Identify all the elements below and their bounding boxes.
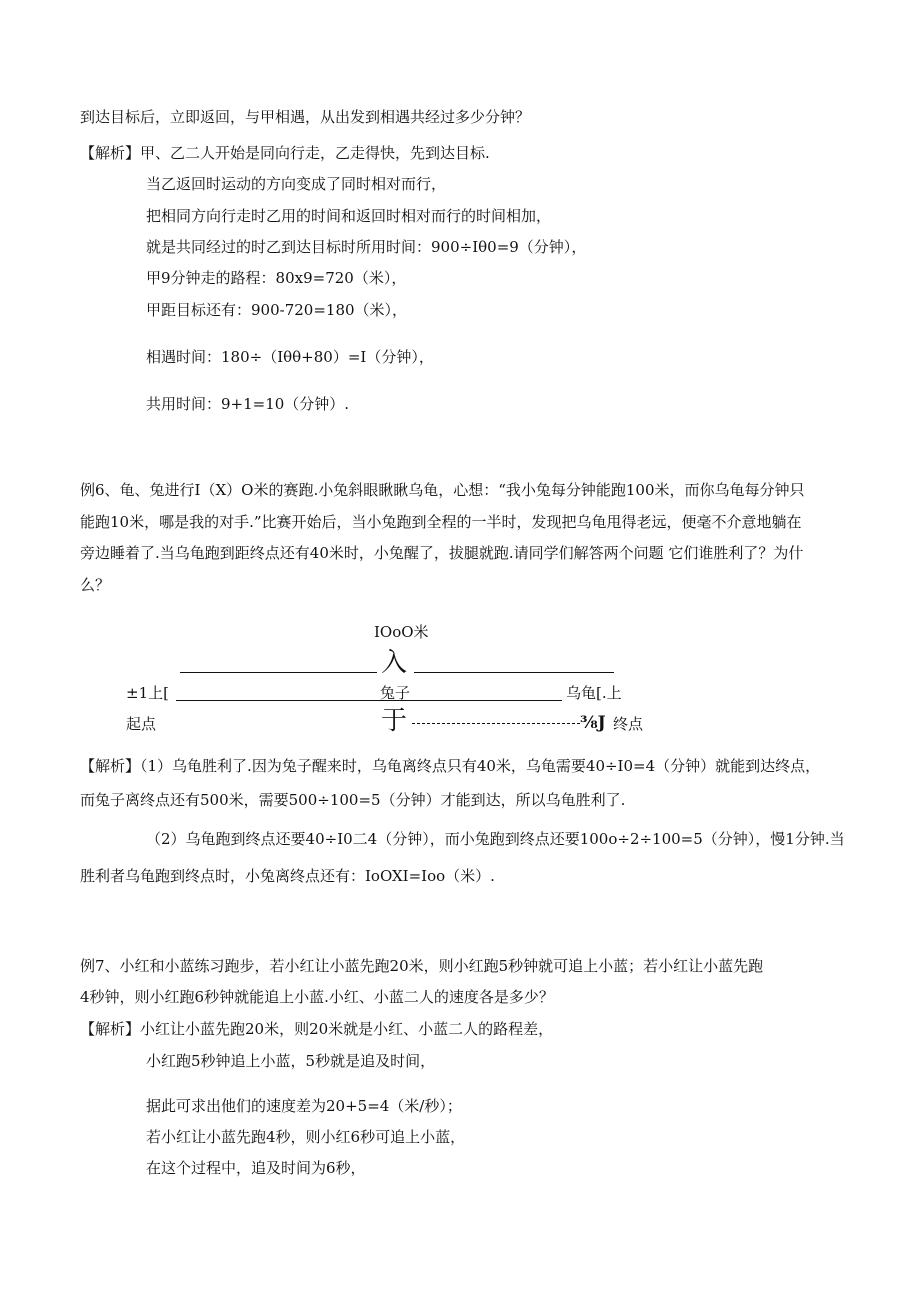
bottom-midpoint-mark: 于	[381, 706, 408, 736]
dashed-track-line	[412, 723, 580, 724]
solution-line: 把相同方向行走时乙用的时间和返回时相对而行的时间相加，	[146, 207, 552, 225]
solution-line: 就是共同经过的时乙到达目标时所用时间：900÷Iθ0=9（分钟），	[146, 238, 587, 256]
example-text-line: 4秒钟，则小红跑6秒钟就能追上小蓝.小红、小蓝二人的速度各是多少？	[80, 988, 554, 1006]
solution-line: 而兔子离终点还有500米，需要500÷100=5（分钟）才能到达，所以乌龟胜利了.	[80, 791, 626, 809]
solution-line: 若小红让小蓝先跑4秒，则小红6秒可追上小蓝，	[146, 1128, 466, 1146]
solution-line: 当乙返回时运动的方向变成了同时相对而行，	[146, 175, 447, 193]
example-text-line: 能跑10米，哪是我的对手.”比赛开始后，当小兔跑到全程的一半时，发现把乌龟甩得老远，便毫不介意地躺在	[80, 513, 802, 531]
solution-line: 共用时间：9+1=10（分钟）.	[146, 395, 350, 413]
solution-line: （2）乌龟跑到终点还要40÷I0二4（分钟），而小兔跑到终点还要100o÷2÷100=5（分钟），慢1分钟.当	[146, 830, 845, 848]
example-text-line: 例6、龟、兔进行I（X）O米的赛跑.小兔斜眼瞅瞅乌龟，心想：“我小兔每分钟能跑100米，而你乌龟每分钟只	[80, 481, 805, 499]
solution-heading: 【解析】小红让小蓝先跑20米，则20米就是小红、小蓝二人的路程差，	[80, 1020, 554, 1038]
solution-line: 据此可求出他们的速度差为20+5=4（米/秒）；	[146, 1097, 462, 1115]
start-marker-label: ±1上[	[126, 684, 169, 702]
solution-line: 【解析】（1）乌龟胜利了.因为兔子醒来时，乌龟离终点只有40米，乌龟需要40÷I0=4（分钟）就能到达终点，	[80, 757, 821, 775]
distance-line-right	[414, 672, 614, 673]
intro-question-line: 到达目标后，立即返回，与甲相遇，从出发到相遇共经过多少分钟？	[80, 108, 531, 126]
example-text-line: 旁边睡着了.当乌龟跑到距终点还有40米时，小兔醒了，拔腿就跑.请同学们解答两个问题 它们谁胜利了？为什	[80, 544, 804, 562]
midpoint-mark: 入	[381, 648, 408, 678]
solution-line: 甲9分钟走的路程：80x9=720（米），	[146, 269, 407, 287]
solution-line: 胜利者乌龟跑到终点时，小兔离终点还有：IoOXI=Ioo（米）.	[80, 867, 495, 885]
solution-heading: 【解析】甲、乙二人开始是同向行走，乙走得快，先到达目标.	[80, 144, 490, 162]
distance-line-left	[180, 672, 377, 673]
track-line	[176, 700, 562, 701]
end-marker: ⅜J	[580, 713, 606, 733]
example-text-line: 例7、小红和小蓝练习跑步，若小红让小蓝先跑20米，则小红跑5秒钟就可追上小蓝；若小红让小蓝先跑	[80, 957, 764, 975]
start-label: 起点	[126, 715, 157, 733]
solution-line: 相遇时间：180÷（Iθθ+80）=I（分钟），	[146, 348, 434, 366]
end-label: 终点	[613, 715, 644, 733]
total-distance-label: IOoO米	[374, 623, 429, 641]
solution-line: 甲距目标还有：900-720=180（米），	[146, 301, 408, 319]
solution-line: 小红跑5秒钟追上小蓝，5秒就是追及时间，	[146, 1052, 436, 1070]
example-text-line: 么？	[80, 576, 111, 594]
solution-line: 在这个过程中，追及时间为6秒，	[146, 1159, 366, 1177]
rabbit-label: 兔子	[380, 684, 411, 702]
turtle-label: 乌龟[.上	[566, 684, 622, 702]
